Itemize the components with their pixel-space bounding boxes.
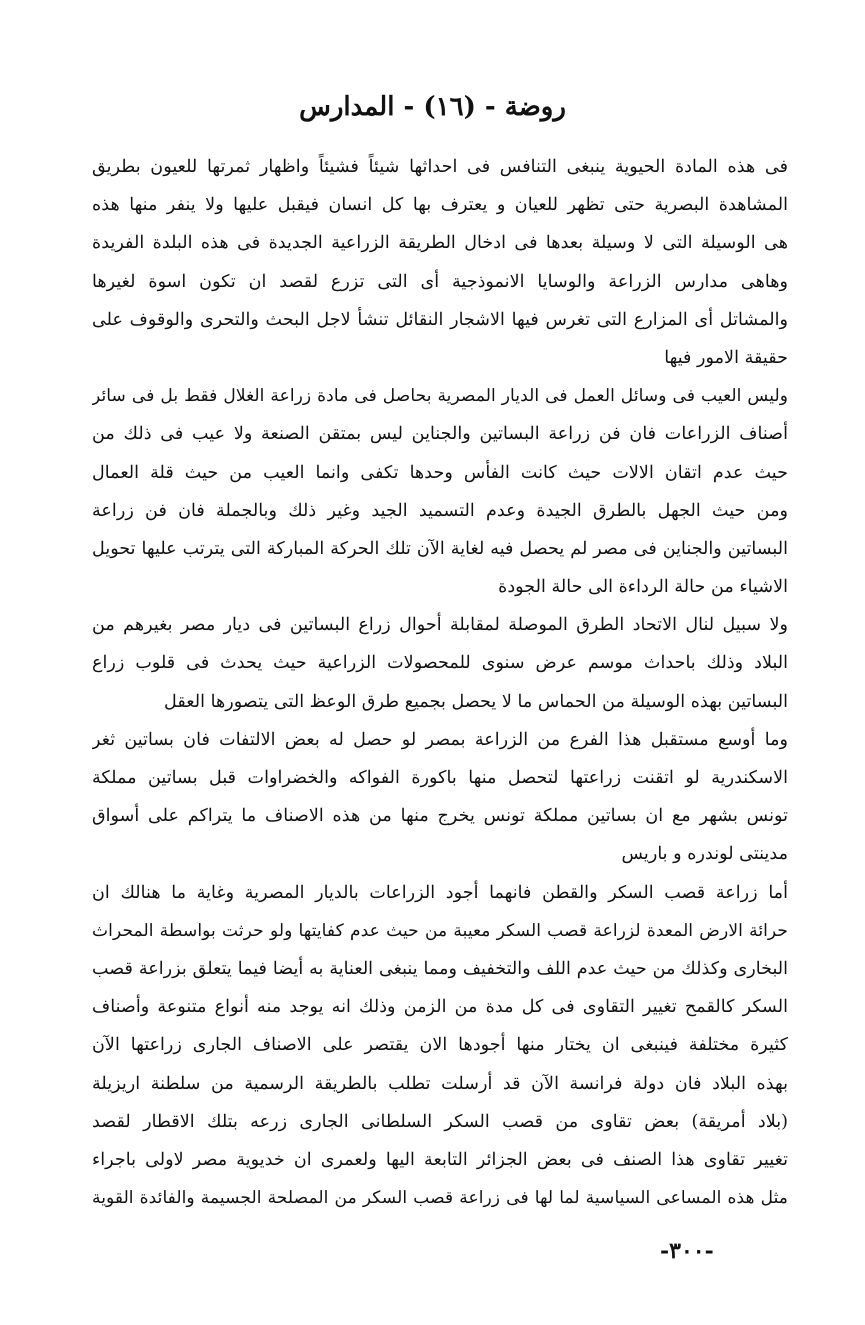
text-line: فى هذه المادة الحيوية ينبغى التنافس فى احداثها شيئاً فشيئاً واظهار ثمرتها للعيون بطريق xyxy=(92,157,788,177)
text-line: البلاد وذلك باحداث موسم عرض سنوى للمحصولات الزراعية حيث يحدث فى قلوب زراع xyxy=(92,653,788,674)
text-line: تغيير تقاوى هذا الصنف فى بعض الجزائر التابعة اليها ولعمرى ان خديوية مصر لاولى باجراء xyxy=(92,1149,788,1170)
text-line: أما زراعة قصب السكر والقطن فانهما أجود الزراعات بالديار المصرية وغاية ما هنالك ان xyxy=(92,882,788,903)
text-line: مثل هذه المساعى السياسية لما لها فى زراعة قصب السكر من المصلحة الجسيمة والفائدة القوية xyxy=(92,1188,788,1209)
text-line: البساتين والجناين فى مصر لم يحصل فيه لغاية الآن تلك الحركة المباركة التى يترتب عليها تحويل xyxy=(92,538,788,559)
text-line: الاسكندرية لو اتقنت زراعتها لتحصل منها باكورة الفواكه والخضراوات قبل بساتين مملكة xyxy=(92,768,788,788)
text-line: ومن حيث الجهل بالطرق الجيدة وعدم التسميد الجيد وغير ذلك وبالجملة فان فن زراعة xyxy=(92,500,788,521)
page-number: -٣٠٠- xyxy=(660,1238,714,1264)
body-text xyxy=(92,148,788,1217)
text-line: هى الوسيلة التى لا وسيلة بعدها فى ادخال الطريقة الزراعية الجديدة فى هذه البلدة الفريدة xyxy=(92,233,788,254)
text-line: والمشاتل أى المزارع التى تغرس فيها الاشجار النقائل تنشأ لاجل البحث والتحرى والوقوف على xyxy=(92,309,788,330)
text-line: مدينتى لوندره و باريس xyxy=(621,844,788,865)
text-line: وليس العيب فى وسائل العمل فى الديار المصرية بحاصل فى مادة زراعة الغلال فقط بل فى سائر xyxy=(92,386,788,407)
text-line: (بلاد أمريقة) بعض تقاوى من قصب السكر السلطانى الجارى زرعه بتلك الاقطار لقصد xyxy=(92,1111,788,1132)
text-line: وما أوسع مستقبل هذا الفرع من الزراعة بمصر لو حصل له بعض الالتفات فان بساتين ثغر xyxy=(92,729,788,750)
text-line: حقيقة الامور فيها xyxy=(664,347,788,368)
text-line: المشاهدة البصرية حتى تظهر للعيان و يعترف بها كل انسان فيقبل عليها ولا ينفر منها هذه xyxy=(92,195,788,216)
text-line: كثيرة مختلفة فينبغى ان يختار منها أجودها الان يقتصر على الاصناف الجارى زراعتها الآن xyxy=(92,1035,788,1056)
text-line: وهاهى مدارس الزراعة والوسايا الانموذجية أى التى تزرع لقصد ان تكون اسوة لغيرها xyxy=(92,271,788,292)
text-line: الاشياء من حالة الرداءة الى حالة الجودة xyxy=(498,577,788,598)
text-line: أصناف الزراعات فان فن زراعة البساتين والجناين ليس بمتقن الصنعة ولا عيب فى ذلك من xyxy=(92,424,788,445)
text-line: البساتين بهذه الوسيلة من الحماس ما لا يحصل بجميع طرق الوعظ التى يتصورها العقل xyxy=(164,691,788,712)
page-title: روضة - (١٦) - المدارس xyxy=(299,92,566,122)
text-line: بهذه البلاد فان دولة فرانسة الآن قد أرسلت تطلب بالطريقة الرسمية من سلطنة اريزيلة xyxy=(92,1073,788,1094)
text-line: تونس بشهر مع ان بساتين مملكة تونس يخرج منها من هذه الاصناف ما يتراكم على أسواق xyxy=(92,806,788,827)
text-line: حيث عدم اتقان الالات حيث كانت الفأس وحدها تكفى وانما العيب من حيث قلة العمال xyxy=(92,462,788,483)
text-line: البخارى وكذلك من حيث عدم اللف والتخفيف ومما ينبغى العناية به أيضا فيما يتعلق بزراعة قصب xyxy=(92,958,788,979)
text-line: السكر كالقمح تغيير التقاوى فى كل مدة من الزمن وذلك انه يوجد منه أنواع متنوعة وأصناف xyxy=(92,997,788,1018)
text-line: حرائة الارض المعدة لزراعة قصب السكر معيبة من حيث عدم كفايتها ولو حرثت بواسطة المحراث xyxy=(92,920,788,941)
text-line: ولا سبيل لنال الاتحاد الطرق الموصلة لمقابلة أحوال زراع البساتين فى ديار مصر بغيرهم من xyxy=(92,615,788,636)
